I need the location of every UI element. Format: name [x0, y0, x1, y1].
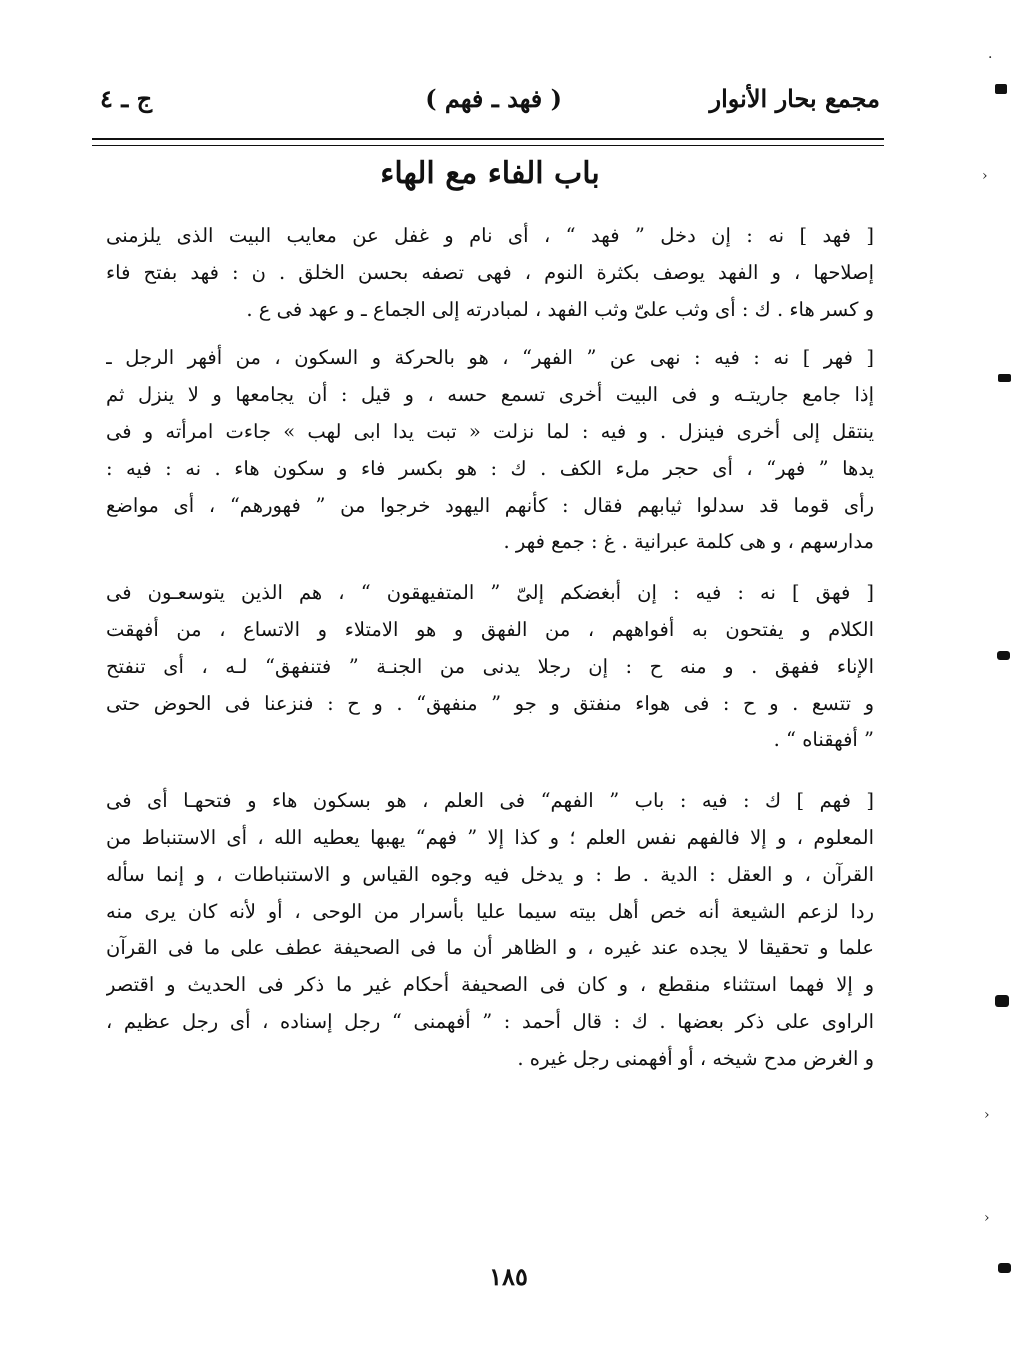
entry-fahq — [106, 575, 874, 759]
scan-margin-tick: · — [988, 50, 993, 66]
text-line: مدارسهم ، و هى كلمة عبرانية . غ : جمع فهر . — [503, 530, 874, 554]
text-line: القرآن ، و العقل : الدية . ط : و يدخل فيه وجوه القياس و الاستنباطات ، و إنما سأله — [106, 862, 874, 886]
header-rule-thin — [92, 145, 884, 146]
text-line: ” أفهقناه “ . — [773, 728, 874, 752]
text-line: علما و تحقيقا لا يجده عند غيره ، و الظاهر أن ما فى الصحيفة عطف على ما فى القرآن — [106, 936, 874, 960]
text-line: [ فهر ] نه : فيه : نهى عن ” الفهر“ ، هو بالحركة و السكون ، من أفهر الرجل ـ — [106, 346, 874, 370]
scan-margin-mark — [998, 1263, 1011, 1273]
text-line: [ فهم ] ك : فيه : باب ” الفهم“ فى العلم ، هو بسكون هاء و فتحهـا أى فى — [106, 789, 874, 813]
text-line: [ فهق ] نه : فيه : إن أبغضكم إلىّ ” المتفيهقون “ ، هم الذين يتوسعـون فى — [106, 581, 874, 605]
text-line: إذا جامع جاريتـه و فى البيت أخرى تسمع حسه ، و قيل : أن يجامعها و لا ينزل ثم — [106, 383, 874, 407]
entry-range: ( فهد ـ فهم ) — [425, 84, 562, 113]
header-rule-thick — [92, 138, 884, 140]
scan-margin-tick: › — [984, 1107, 990, 1123]
text-line: و تتسع . و ح : فى هواء منفتق و جو ” منفهق“ . و ح : فنزعنا فى الحوض حتى — [106, 691, 874, 715]
text-line: الراوى على ذكر بعضها . ك : قال أحمد : ” أفهمنى “ رجل إسناده ، أى رجل عظيم ، — [106, 1009, 874, 1033]
scan-margin-mark — [997, 651, 1010, 660]
text-line: و كسر هاء . ك : أى وثب علىّ وثب الفهد ، لمبادرته إلى الجماع ـ و عهد فى ع . — [246, 297, 874, 321]
text-line: يدها ” فهر“ ، أى حجر ملء الكف . ك : هو بكسر فاء و سكون هاء . نه : فيه : — [106, 456, 874, 480]
text-line: و الغرض مدح شيخه ، أو أفهمنى رجل غيره . — [517, 1046, 874, 1070]
text-line: الإناء ففهق . و منه ح : إن رجلا يدنى من الجنـة ” فتنفهق“ لـه ، أى تنفتح — [106, 654, 874, 678]
text-line: ردا لزعم الشيعة أنه خص أهل بيته سيما عليا بأسرار من الوحى ، أو لأنه كان يرى منه — [106, 899, 874, 923]
text-line: ينتقل إلى أخرى فينزل . و فيه : لما نزلت « تبت يدا ابى لهب » جاءت امرأته و فى — [106, 419, 874, 443]
text-line: إصلاحها ، و الفهد يوصف بكثرة النوم ، فهى تصفه بحسن الخلق . ن : فهد بفتح فاء — [106, 260, 874, 284]
page-number: ١٨٥ — [489, 1262, 528, 1291]
entry-fahd — [106, 218, 874, 328]
scan-margin-mark — [995, 995, 1009, 1007]
scan-margin-mark — [995, 84, 1007, 94]
volume-label: ج ـ ٤ — [100, 84, 153, 113]
text-line: و إلا فهما استثناء منقطع ، و كان فى الصحيفة أحكام غير ما ذكر فى الحديث و اقتصر — [106, 973, 874, 997]
scan-margin-mark — [998, 374, 1011, 382]
scan-margin-tick: › — [982, 168, 988, 184]
text-line: رأى قوما قد سدلوا ثيابهم فقال : كأنهم اليهود خرجوا من ” فهورهم“ ، أى مواضع — [106, 493, 874, 517]
main-text — [106, 218, 874, 1078]
text-line: المعلوم ، و إلا فالفهم نفس العلم ؛ و كذا إلا ” فهم“ يهبها يعطيه الله ، أى الاستنباط من — [106, 825, 874, 849]
running-header — [100, 84, 880, 124]
book-title: مجمع بحار الأنوار — [709, 84, 880, 113]
entry-fahr — [106, 340, 874, 561]
entry-fahm — [106, 783, 874, 1077]
chapter-title: باب الفاء مع الهاء — [380, 156, 600, 191]
text-line: [ فهد ] نه : إن دخل ” فهد “ ، أى نام و غفل عن معايب البيت الذى يلزمنى — [106, 224, 874, 247]
scan-margin-tick: › — [984, 1210, 990, 1226]
text-line: الكلام و يفتحون به أفواههم ، من الفهق و هو الامتلاء و الاتساع ، من أفهقت — [106, 617, 874, 641]
